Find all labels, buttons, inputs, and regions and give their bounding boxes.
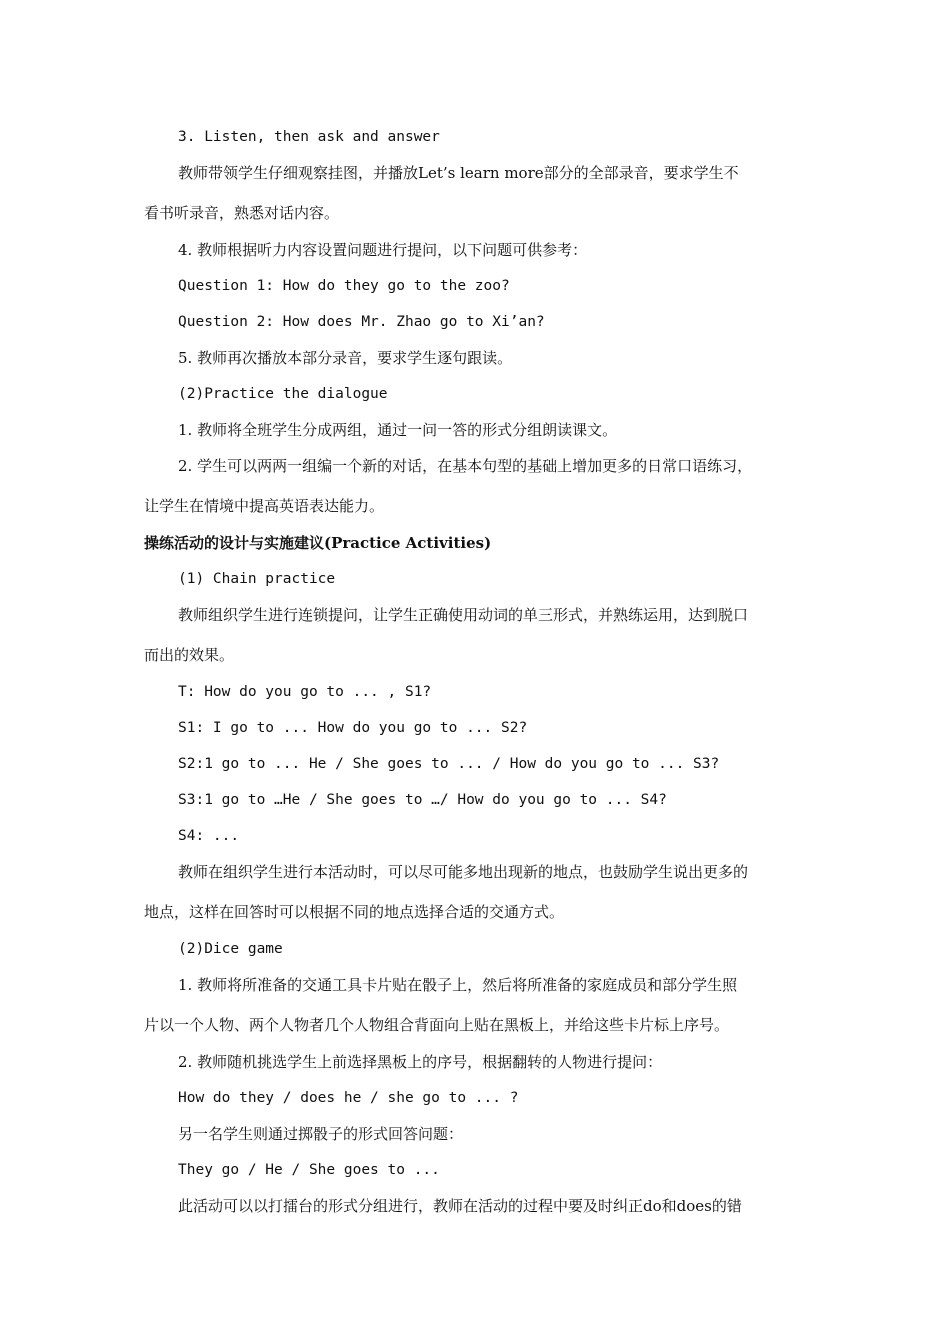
paragraph-line: 教师组织学生进行连锁提问，让学生正确使用动词的单三形式，并熟练运用，达到脱口 <box>178 606 749 624</box>
subsection-heading: (2)Dice game <box>178 941 283 957</box>
dialogue-line: S1: I go to ... How do you go to ... S2? <box>178 720 528 736</box>
dialogue-line: S3:1 go to …He / She goes to …/ How do you go to ... S4? <box>178 792 667 808</box>
paragraph-line: 而出的效果。 <box>144 646 235 664</box>
paragraph-line: 片以一个人物、两个人物者几个人物组合背面向上贴在黑板上，并给这些卡片标上序号。 <box>144 1016 730 1034</box>
dialogue-line: How do they / does he / she go to ... ? <box>178 1090 519 1106</box>
question-2: Question 2: How does Mr. Zhao go to Xi’an? <box>178 314 545 330</box>
list-item: 1. 教师将所准备的交通工具卡片贴在骰子上，然后将所准备的家庭成员和部分学生照 <box>178 976 738 994</box>
list-item: 2. 教师随机挑选学生上前选择黑板上的序号，根据翻转的人物进行提问： <box>178 1053 663 1071</box>
paragraph-line: 此活动可以以打擂台的形式分组进行，教师在活动的过程中要及时纠正do和does的错 <box>178 1197 742 1215</box>
list-item: 1. 教师将全班学生分成两组，通过一问一答的形式分组朗读课文。 <box>178 421 618 439</box>
dialogue-line: T: How do you go to ... , S1? <box>178 684 432 700</box>
paragraph-line: 看书听录音，熟悉对话内容。 <box>144 204 340 222</box>
paragraph-line: 另一名学生则通过掷骰子的形式回答问题： <box>178 1125 464 1143</box>
paragraph-line: 教师在组织学生进行本活动时，可以尽可能多地出现新的地点，也鼓励学生说出更多的 <box>178 863 749 881</box>
question-1: Question 1: How do they go to the zoo? <box>178 278 510 294</box>
dialogue-line: They go / He / She goes to ... <box>178 1162 440 1178</box>
subsection-heading: (1) Chain practice <box>178 571 336 587</box>
paragraph-line: 让学生在情境中提高英语表达能力。 <box>144 497 385 515</box>
dialogue-line: S4: ... <box>178 828 240 844</box>
subsection-heading: (2)Practice the dialogue <box>178 386 388 402</box>
dialogue-line: S2:1 go to ... He / She goes to ... / How do you go to ... S3? <box>178 756 720 772</box>
step-4-line: 4. 教师根据听力内容设置问题进行提问，以下问题可供参考： <box>178 241 588 259</box>
section-heading: 操练活动的设计与实施建议(Practice Activities) <box>144 534 492 552</box>
step-5-line: 5. 教师再次播放本部分录音，要求学生逐句跟读。 <box>178 349 513 367</box>
paragraph-line: 教师带领学生仔细观察挂图，并播放Let’s learn more部分的全部录音，要求学生不 <box>178 164 739 182</box>
paragraph-line: 地点，这样在回答时可以根据不同的地点选择合适的交通方式。 <box>144 903 565 921</box>
list-item: 2. 学生可以两两一组编一个新的对话，在基本句型的基础上增加更多的日常口语练习， <box>178 457 753 475</box>
step-3-heading: 3. Listen, then ask and answer <box>178 129 440 145</box>
